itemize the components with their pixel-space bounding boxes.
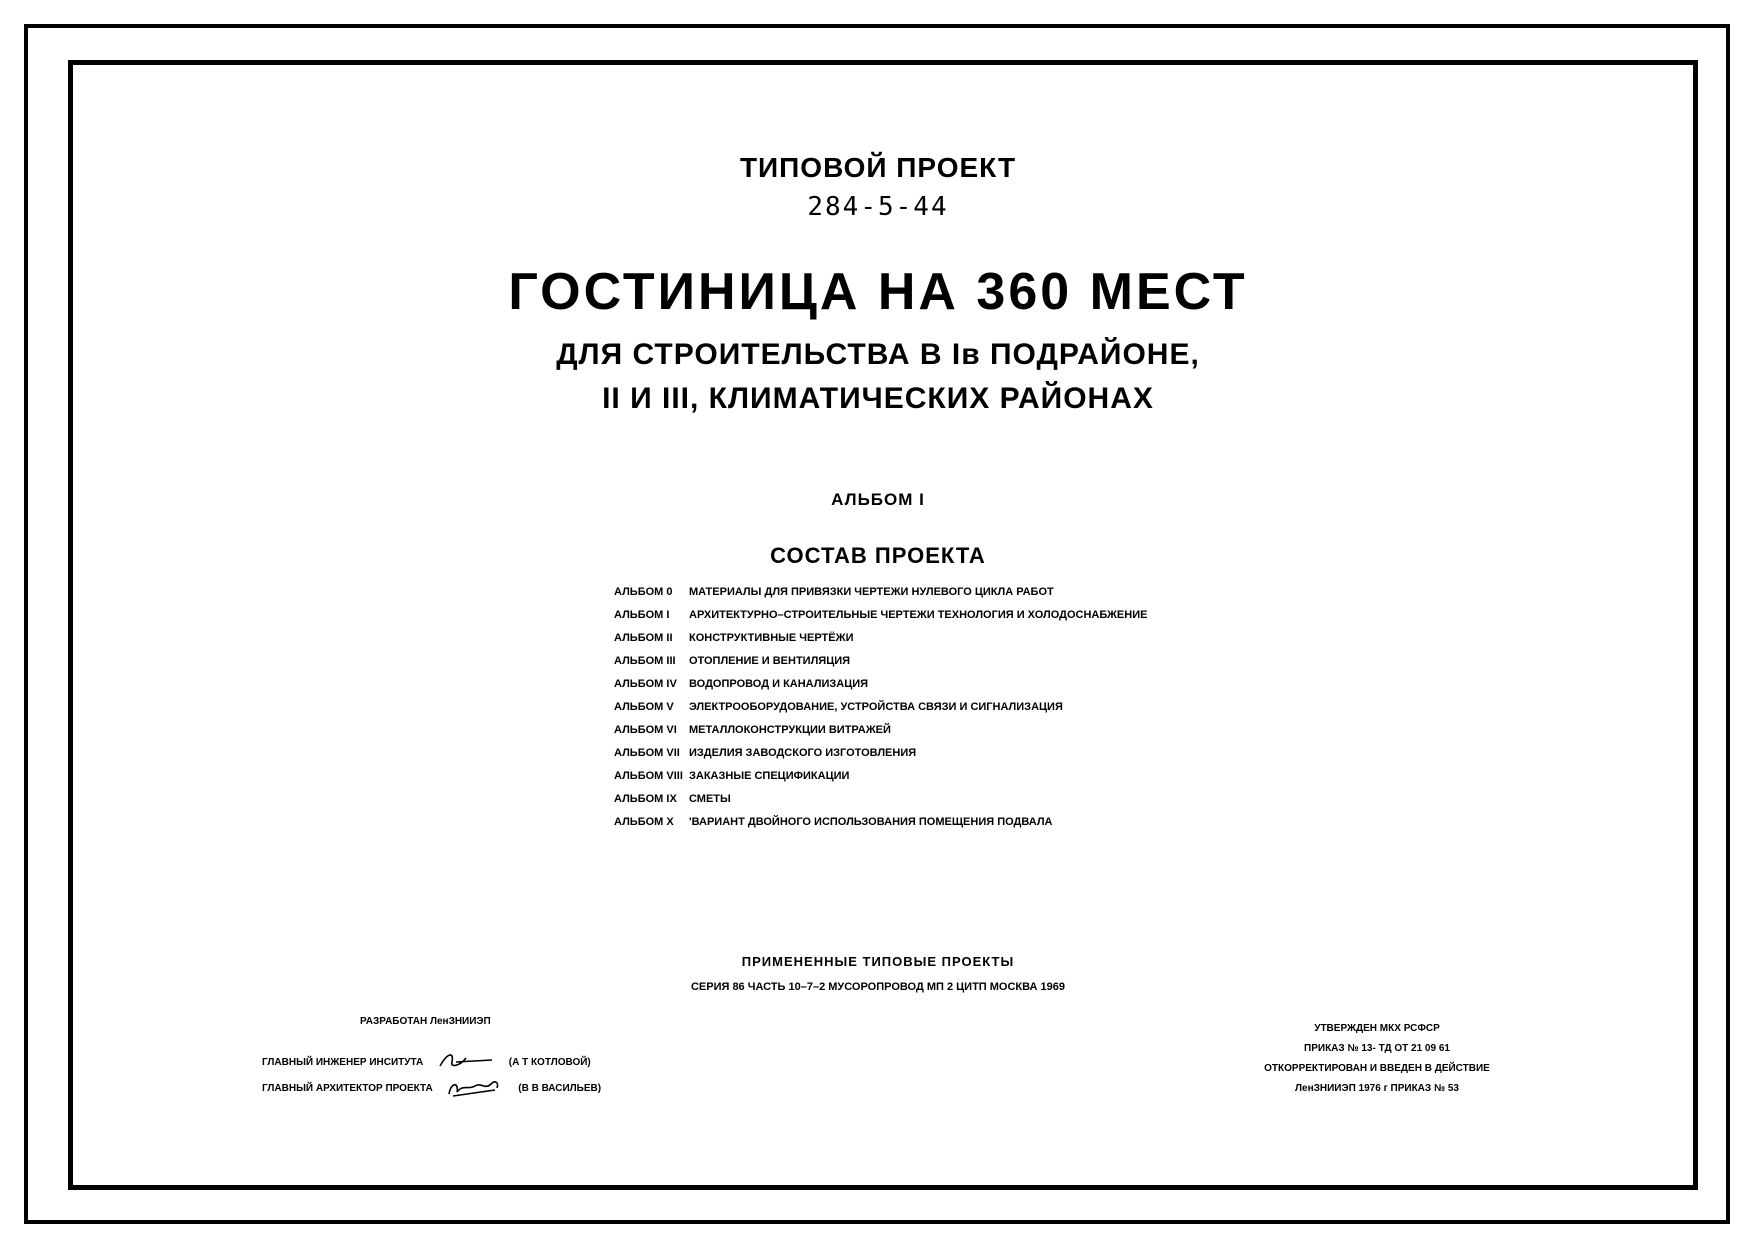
album-code: АЛЬБОМ VI [614,724,677,736]
signature-icon [436,1050,496,1075]
chief-engineer-name: (А Т КОТЛОВОЙ) [508,1057,591,1069]
album-code: АЛЬБОМ X [614,816,674,828]
album-description: МЕТАЛЛОКОНСТРУКЦИИ ВИТРАЖЕЙ [689,724,891,736]
album-description: ВОДОПРОВОД И КАНАЛИЗАЦИЯ [689,678,869,690]
approval-line: УТВЕРЖДЕН МКХ РСФСР [1314,1023,1440,1034]
list-item [614,747,1147,770]
document-type: ТИПОВОЙ ПРОЕКТ [739,152,1017,183]
applied-projects-title: ПРИМЕНЕННЫЕ ТИПОВЫЕ ПРОЕКТЫ [741,954,1015,969]
album-description: ИЗДЕЛИЯ ЗАВОДСКОГО ИЗГОТОВЛЕНИЯ [689,747,917,759]
approval-line: ЛенЗНИИЭП 1976 г ПРИКАЗ № 53 [1295,1083,1459,1094]
list-item [614,724,1147,747]
album-description: МАТЕРИАЛЫ ДЛЯ ПРИВЯЗКИ ЧЕРТЕЖИ НУЛЕВОГО ЦИКЛА РАБОТ [689,586,1054,598]
approval-stamp [1232,1019,1522,1099]
album-description: ЗАКАЗНЫЕ СПЕЦИФИКАЦИИ [689,770,850,782]
chief-architect-row [262,1076,601,1101]
project-number: 284-5-44 [807,192,949,222]
chief-engineer-role: ГЛАВНЫЙ ИНЖЕНЕР ИНСИТУТА [262,1057,424,1069]
album-description: КОНСТРУКТИВНЫЕ ЧЕРТЁЖИ [689,632,854,644]
album-code: АЛЬБОМ IV [614,678,677,690]
signature-icon [445,1076,505,1101]
album-list [614,586,1147,839]
album-code: АЛЬБОМ IX [614,793,677,805]
album-code: АЛЬБОМ VIII [614,770,683,782]
list-item [614,609,1147,632]
page-title: ГОСТИНИЦА НА 360 МЕСТ [508,263,1248,321]
album-code: АЛЬБОМ III [614,655,676,667]
list-item [614,793,1147,816]
approval-line: ПРИКАЗ № 13- ТД ОТ 21 09 61 [1304,1043,1450,1054]
album-description: СМЕТЫ [689,793,731,805]
list-item [614,655,1147,678]
list-item [614,816,1147,839]
composition-title: СОСТАВ ПРОЕКТА [770,543,986,568]
album-code: АЛЬБОМ 0 [614,586,673,598]
applied-projects-series: СЕРИЯ 86 ЧАСТЬ 10–7–2 МУСОРОПРОВОД МП 2 ЦИТП МОСКВА 1969 [690,981,1066,993]
album-code: АЛЬБОМ II [614,632,673,644]
list-item [614,586,1147,609]
chief-architect-name: (В В ВАСИЛЬЕВ) [518,1083,602,1095]
list-item [614,678,1147,701]
album-code: АЛЬБОМ I [614,609,670,621]
album-code: АЛЬБОМ V [614,701,674,713]
album-description: ЭЛЕКТРООБОРУДОВАНИЕ, УСТРОЙСТВА СВЯЗИ И СИГНАЛИЗАЦИЯ [689,701,1063,713]
subtitle-line-2: II И III, КЛИМАТИЧЕСКИХ РАЙОНАХ [602,382,1154,415]
album-label: АЛЬБОМ I [831,490,925,509]
album-description: 'ВАРИАНТ ДВОЙНОГО ИСПОЛЬЗОВАНИЯ ПОМЕЩЕНИЯ ПОДВАЛА [689,816,1053,828]
album-description: ОТОПЛЕНИЕ И ВЕНТИЛЯЦИЯ [689,655,851,667]
subtitle-line-1: ДЛЯ СТРОИТЕЛЬСТВА В Iв ПОДРАЙОНЕ, [556,338,1200,371]
approval-line: ОТКОРРЕКТИРОВАН И ВВЕДЕН В ДЕЙСТВИЕ [1264,1063,1490,1074]
developer-label: РАЗРАБОТАН ЛенЗНИИЭП [360,1016,491,1027]
list-item [614,770,1147,793]
album-description: АРХИТЕКТУРНО–СТРОИТЕЛЬНЫЕ ЧЕРТЕЖИ ТЕХНОЛОГИЯ И ХОЛОДОСНАБЖЕНИЕ [689,609,1148,621]
chief-architect-role: ГЛАВНЫЙ АРХИТЕКТОР ПРОЕКТА [262,1083,433,1095]
list-item [614,701,1147,724]
chief-engineer-row [262,1050,591,1075]
list-item [614,632,1147,655]
album-code: АЛЬБОМ VII [614,747,680,759]
